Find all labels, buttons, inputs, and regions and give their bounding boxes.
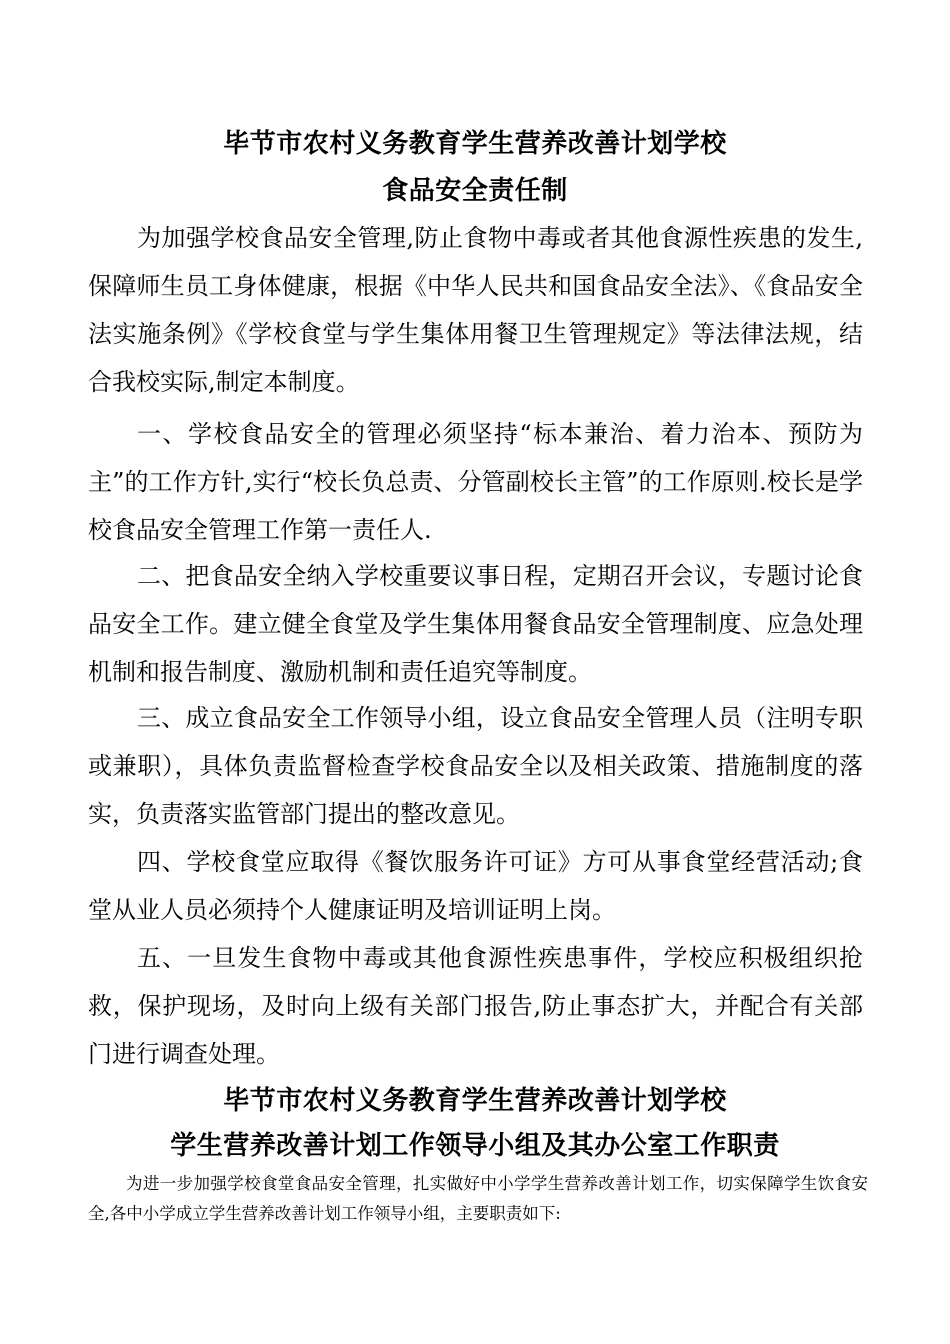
paragraph-article-1: 一、学校食品安全的管理必须坚持“标本兼治、着力治本、预防为主”的工作方针,实行“校长负总责、分管副校长主管”的工作原则.校长是学校食品安全管理工作第一责任人. [88, 420, 863, 544]
document-title-line-2: 食品安全责任制 [382, 176, 568, 206]
section-title-line-2: 学生营养改善计划工作领导小组及其办公室工作职责 [170, 1131, 780, 1161]
paragraph-article-3: 三、成立食品安全工作领导小组，设立食品安全管理人员（注明专职或兼职），具体负责监督检查学校食品安全以及相关政策、措施制度的落实，负责落实监管部门提出的整改意见。 [88, 704, 863, 828]
section-title-line-1: 毕节市农村义务教育学生营养改善计划学校 [223, 1086, 727, 1116]
document-title-line-1: 毕节市农村义务教育学生营养改善计划学校 [223, 129, 727, 159]
section-intro-paragraph: 为进一步加强学校食堂食品安全管理，扎实做好中小学学生营养改善计划工作，切实保障学生饮食安全,各中小学成立学生营养改善计划工作领导小组，主要职责如下: [88, 1174, 868, 1223]
paragraph-article-5: 五、一旦发生食物中毒或其他食源性疾患事件，学校应积极组织抢救，保护现场，及时向上级有关部门报告,防止事态扩大，并配合有关部门进行调查处理。 [88, 944, 863, 1068]
paragraph-preamble: 为加强学校食品安全管理,防止食物中毒或者其他食源性疾患的发生,保障师生员工身体健康，根据《中华人民共和国食品安全法》、《食品安全法实施条例》《学校食堂与学生集体用餐卫生管理规定》等法律法规，结合我校实际,制定本制度。 [88, 224, 863, 396]
paragraph-article-2: 二、把食品安全纳入学校重要议事日程，定期召开会议，专题讨论食品安全工作。建立健全食堂及学生集体用餐食品安全管理制度、应急处理机制和报告制度、激励机制和责任追究等制度。 [88, 562, 863, 686]
paragraph-article-4: 四、学校食堂应取得《餐饮服务许可证》方可从事食堂经营活动;食堂从业人员必须持个人健康证明及培训证明上岗。 [88, 848, 863, 924]
